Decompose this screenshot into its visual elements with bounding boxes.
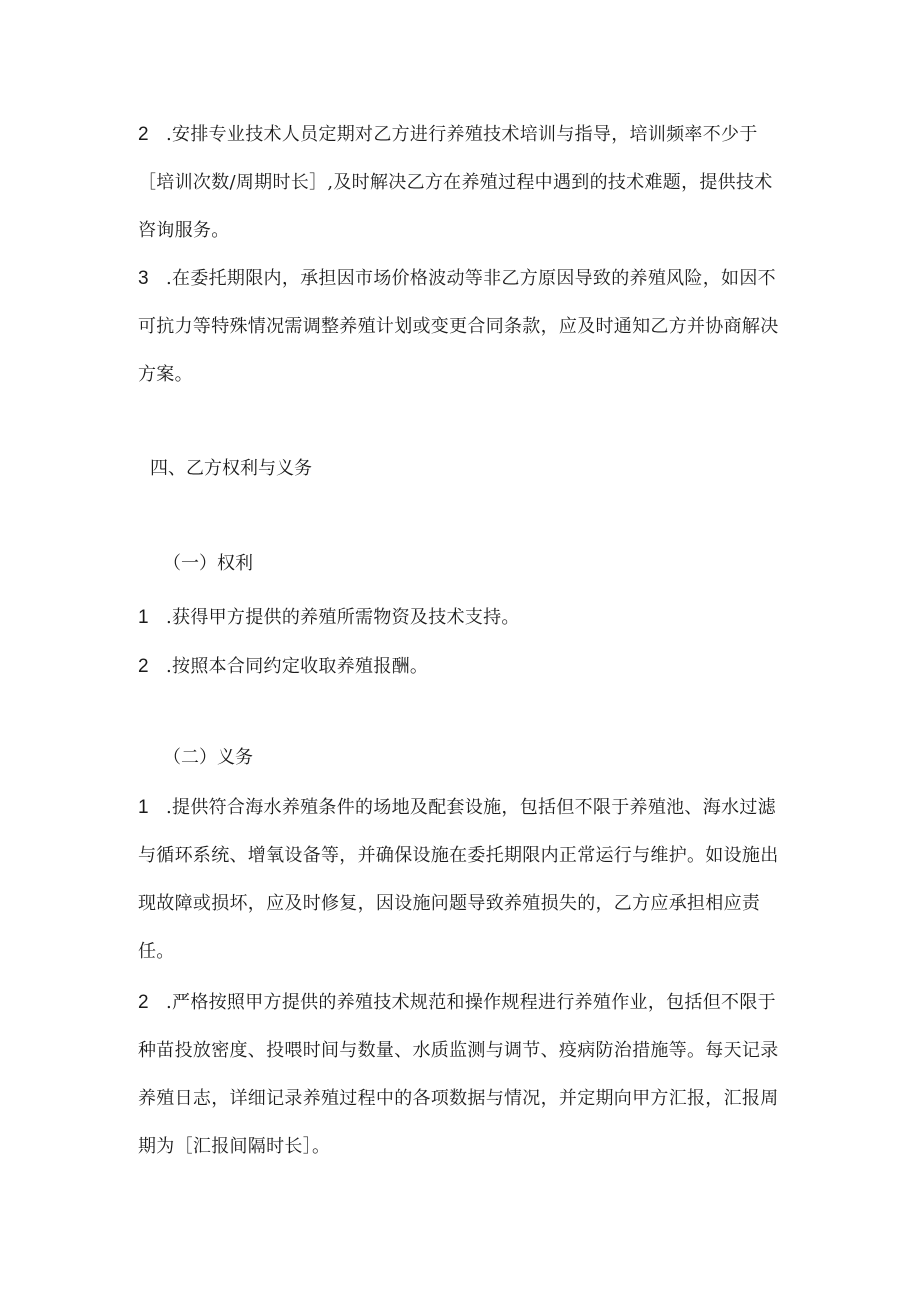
clause-text: .安排专业技术人员定期对乙方进行养殖技术培训与指导，培训频率不少于［培训次数/周期时长］,及时解决乙方在养殖过程中遇到的技术难题，提供技术咨询服务。 (138, 124, 773, 241)
clause-text: .严格按照甲方提供的养殖技术规范和操作规程进行养殖作业，包括但不限于种苗投放密度、投喂时间与数量、水质监测与调节、疫病防治措施等。每天记录养殖日志，详细记录养殖过程中的各项数据与情况，并定期向甲方汇报，汇报周期为［汇报间隔时长］。 (138, 992, 779, 1157)
clause-text: .按照本合同约定收取养殖报酬。 (166, 656, 429, 677)
clause-number: 1 (138, 607, 149, 628)
clause-text: .在委托期限内，承担因市场价格波动等非乙方原因导致的养殖风险，如因不可抗力等特殊情况需调整养殖计划或变更合同条款，应及时通知乙方并协商解决方案。 (138, 268, 779, 385)
clause-text: .提供符合海水养殖条件的场地及配套设施，包括但不限于养殖池、海水过滤与循环系统、增氧设备等，并确保设施在委托期限内正常运行与维护。如设施出现故障或损坏，应及时修复，因设施问题导致养殖损失的，乙方应承担相应责任。 (138, 797, 779, 962)
clause-text: .获得甲方提供的养殖所需物资及技术支持。 (166, 607, 520, 628)
clause-number: 2 (138, 124, 149, 145)
rights-heading: （一）权利 (163, 553, 253, 574)
clause-number: 3 (138, 268, 149, 289)
duties-heading: （二）义务 (163, 747, 253, 768)
rights-item-2 (138, 643, 780, 691)
rights-item-1 (138, 594, 780, 642)
clause-number: 1 (138, 797, 149, 818)
clause-3-item-3 (138, 255, 780, 399)
section-heading: 四、乙方权利与义务 (150, 458, 312, 479)
clause-number: 2 (138, 656, 149, 677)
clause-3-item-2 (138, 111, 780, 255)
duties-item-1 (138, 784, 780, 976)
clause-number: 2 (138, 992, 149, 1013)
duties-item-2 (138, 979, 780, 1171)
